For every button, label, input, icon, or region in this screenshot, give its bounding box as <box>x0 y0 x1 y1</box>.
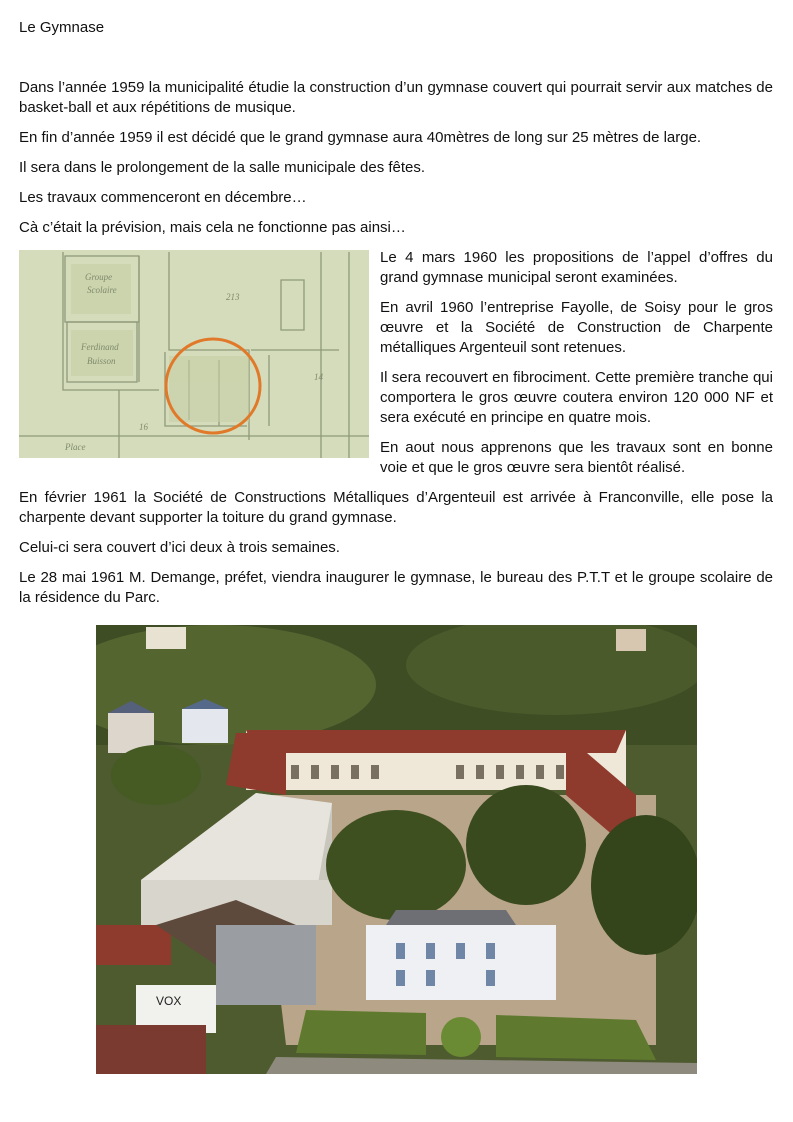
svg-text:Groupe: Groupe <box>85 272 113 282</box>
paragraph: Cà c’était la prévision, mais cela ne fonctionne pas ainsi… <box>19 219 406 236</box>
paragraph: Le 28 mai 1961 M. Demange, préfet, viendra inaugurer le gymnase, le bureau des P.T.T et le groupe scolaire de la résidence du Parc. <box>19 569 773 606</box>
paragraph: Il sera recouvert en fibrociment. Cette première tranche qui comportera le gros œuvre coutera environ 120 000 NF et sera exécuté en principe en quatre mois. <box>380 369 773 426</box>
paragraph: Il sera dans le prolongement de la salle municipale des fêtes. <box>19 159 426 176</box>
vox-sign: VOX <box>156 994 182 1008</box>
svg-text:16: 16 <box>139 422 148 432</box>
svg-text:213: 213 <box>226 292 240 302</box>
paragraph: Les travaux commenceront en décembre… <box>19 189 307 206</box>
paragraph: En avril 1960 l’entreprise Fayolle, de Soisy pour le gros œuvre et la Société de Construction de Charpente métalliques Argenteuil sont retenues. <box>380 299 773 356</box>
aerial-photo <box>96 625 697 1074</box>
svg-text:14: 14 <box>314 372 323 382</box>
paragraph: En février 1961 la Société de Constructions Métalliques d’Argenteuil est arrivée à Franconville, elle pose la charpente devant supporter la toiture du grand gymnase. <box>19 489 773 526</box>
svg-text:Place: Place <box>65 442 86 452</box>
cadastral-map-image <box>19 250 369 458</box>
svg-text:Scolaire: Scolaire <box>87 285 117 295</box>
page-title: Le Gymnase <box>19 19 105 36</box>
document-page <box>19 18 773 618</box>
paragraph: En aout nous apprenons que les travaux sont en bonne voie et que le gros œuvre sera bientôt réalisé. <box>380 439 773 476</box>
paragraph: En fin d’année 1959 il est décidé que le grand gymnase aura 40mètres de long sur 25 mètres de large. <box>19 129 702 146</box>
paragraph: Celui-ci sera couvert d’ici deux à trois semaines. <box>19 539 340 556</box>
svg-text:Ferdinand: Ferdinand <box>81 342 119 352</box>
paragraph: Le 4 mars 1960 les propositions de l’appel d’offres du grand gymnase municipal seront examinées. <box>380 249 773 286</box>
paragraph: Dans l’année 1959 la municipalité étudie la construction d’un gymnase couvert qui pourrait servir aux matches de basket-ball et aux répétitions de musique. <box>19 79 773 116</box>
svg-text:Buisson: Buisson <box>87 356 116 366</box>
